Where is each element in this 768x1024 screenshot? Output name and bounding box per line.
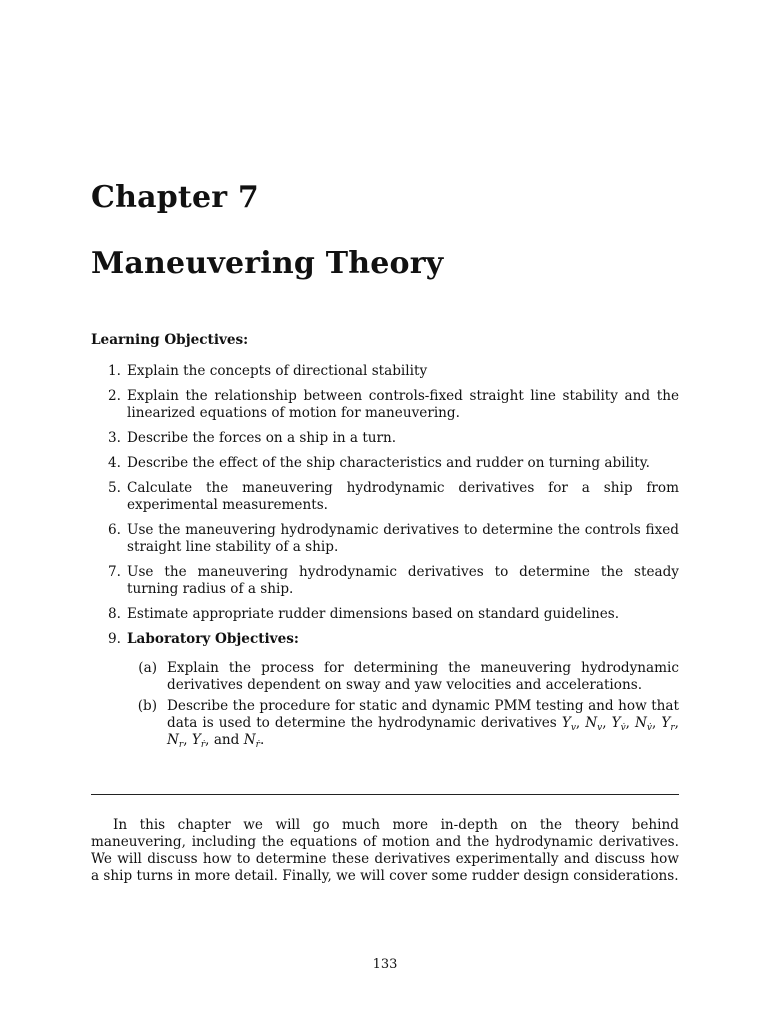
chapter-label: Chapter 7 [91,180,259,215]
item-text: Explain the relationship between controls-fixed straight line stability and the linearized equations of motion for maneuvering. [127,388,679,421]
sub-list-item [127,698,679,749]
item-text: Calculate the maneuvering hydrodynamic derivatives for a ship from experimental measurements. [127,480,679,513]
section-divider [91,794,679,795]
item-number: 6. [108,522,121,538]
sub-list-item [127,660,679,694]
item-number: 5. [108,480,121,496]
item-number: 7. [108,564,121,580]
laboratory-objectives-list [127,660,679,749]
list-item-laboratory [91,631,679,749]
list-item [91,455,679,472]
sub-item-text: Explain the process for determining the maneuvering hydrodynamic derivatives dependent on sway and yaw velocities and accelerations. [167,660,679,693]
item-text: Use the maneuvering hydrodynamic derivatives to determine the steady turning radius of a ship. [127,564,679,597]
item-number: 3. [108,430,121,446]
list-item [91,363,679,380]
learning-objectives-heading: Learning Objectives: [91,332,249,348]
item-number: 2. [108,388,121,404]
item-text: Describe the effect of the ship characteristics and rudder on turning ability. [127,455,650,471]
page-number: 133 [372,957,398,972]
objectives-list [91,363,679,749]
learning-objectives [91,332,679,757]
item-number: 4. [108,455,121,471]
sub-item-conjunction: , and [205,732,240,748]
derivative-symbol-last: $N_ṙ$. [243,732,265,750]
item-number: 9. [108,631,121,647]
list-item [91,522,679,556]
list-item [91,480,679,514]
list-item [91,606,679,623]
laboratory-objectives-heading: Laboratory Objectives: [127,631,299,647]
item-text: Explain the concepts of directional stability [127,363,428,379]
item-text: Estimate appropriate rudder dimensions based on standard guidelines. [127,606,620,622]
item-text: Use the maneuvering hydrodynamic derivatives to determine the controls fixed straight line stability of a ship. [127,522,679,555]
intro-paragraph: In this chapter we will go much more in-depth on the theory behind maneuvering, including the equations of motion and the hydrodynamic derivatives. We will discuss how to determine these derivatives experimentally and discuss how a ship turns in more detail. Finally, we will cover some rudder design considerations. [91,817,679,884]
item-number: 8. [108,606,121,622]
derivative-symbols: $Y_v$, $N_v$, $Y_{v̇}$, $N_{v̇}$, $Y_r$, $N_r$, $Y_ṙ$ [167,715,679,750]
sub-item-label: (a) [138,660,157,676]
chapter-title: Maneuvering Theory [91,246,444,281]
list-item [91,564,679,598]
sub-item-label: (b) [137,698,157,714]
list-item [91,430,679,447]
item-number: 1. [108,363,121,379]
list-item [91,388,679,422]
sub-item-text: Describe the procedure for static and dynamic PMM testing and how that data is used to determine the hydrodynamic derivatives [167,698,679,731]
item-text: Describe the forces on a ship in a turn. [127,430,397,446]
